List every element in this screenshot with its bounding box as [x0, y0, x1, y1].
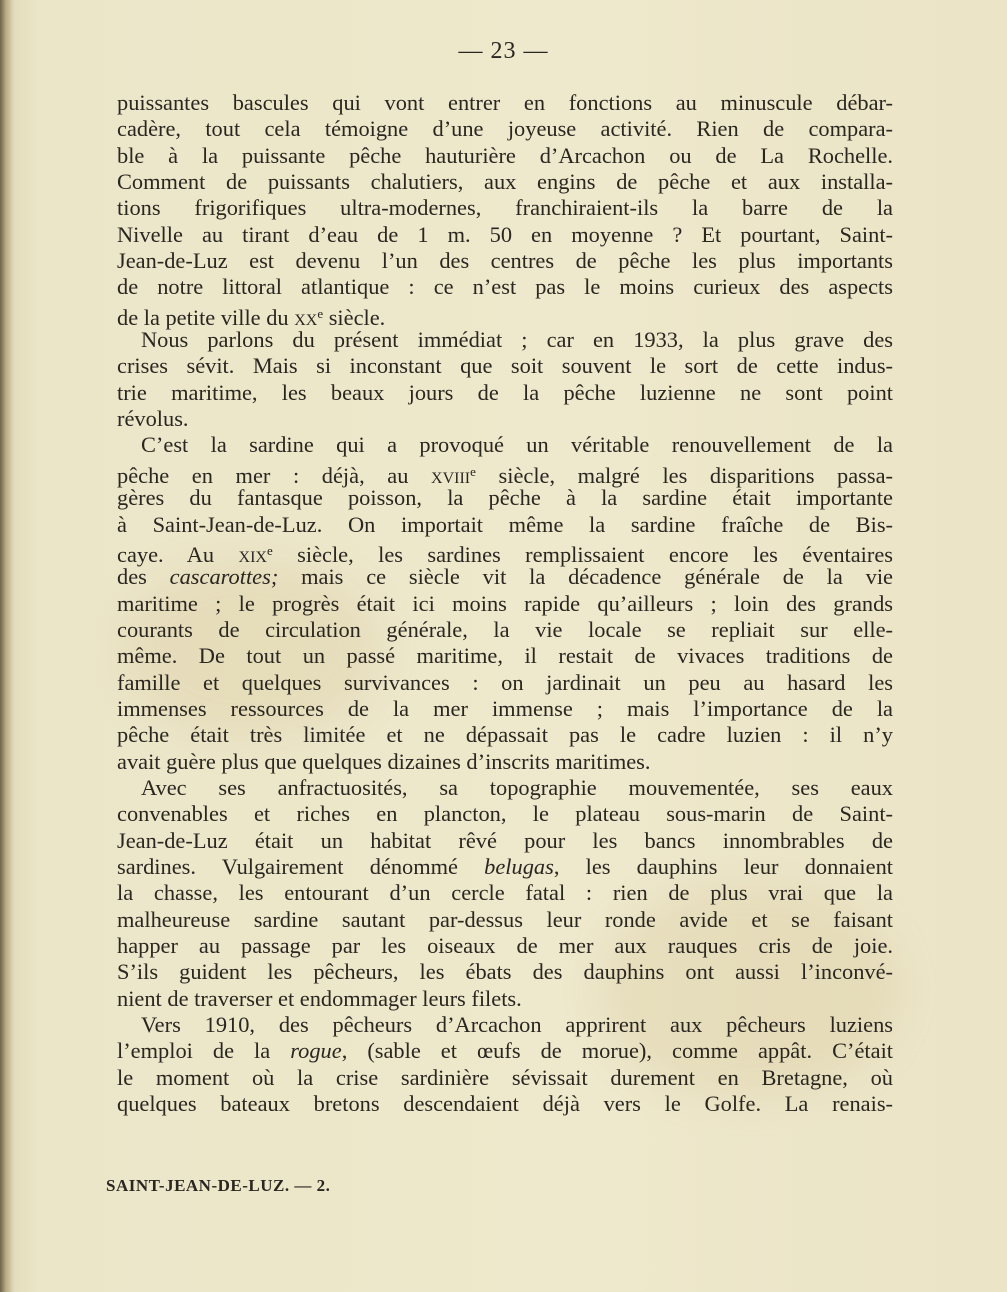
- italic-term: cascarottes;: [169, 564, 279, 590]
- text-segment: siècle, les sardines remplissaient encore les éventaires: [272, 541, 893, 567]
- text-line: la chasse, les entourant d’un cercle fatal : rien de plus vrai que la: [117, 880, 893, 906]
- text-line: courants de circulation générale, la vie locale se repliait sur elle-: [117, 616, 893, 642]
- text-line: malheureuse sardine sautant par-dessus leur ronde avide et se faisant: [117, 906, 893, 932]
- text-line: S’ils guident les pêcheurs, les ébats des dauphins ont aussi l’inconvé-: [117, 959, 893, 985]
- text-line: convenables et riches en plancton, le plateau sous-marin de Saint-: [117, 801, 893, 827]
- text-line: tions frigorifiques ultra-modernes, franchiraient-ils la barre de la: [117, 195, 893, 221]
- text-line: [117, 538, 893, 567]
- text-line: Nous parlons du présent immédiat ; car en 1933, la plus grave des: [141, 327, 893, 353]
- text-segment: l’emploi de la: [117, 1038, 291, 1064]
- text-line: crises sévit. Mais si inconstant que soit souvent le sort de cette indus-: [117, 353, 893, 379]
- text-line: Comment de puissants chalutiers, aux engins de pêche et aux installa-: [117, 169, 893, 195]
- page-number: — 23 —: [458, 38, 549, 64]
- text-line: [117, 1038, 893, 1064]
- text-line: famille et quelques survivances : on jardinait un peu au hasard les: [117, 669, 893, 695]
- text-line: ble à la puissante pêche hauturière d’Arcachon ou de La Rochelle.: [117, 142, 893, 168]
- text-line: trie maritime, les beaux jours de la pêche luzienne ne sont point: [117, 379, 893, 405]
- text-line: le moment où la crise sardinière sévissait durement en Bretagne, où: [117, 1064, 893, 1090]
- text-segment: sardines. Vulgairement dénommé: [117, 853, 485, 879]
- text-line: Nivelle au tirant d’eau de 1 m. 50 en moyenne ? Et pourtant, Saint-: [117, 221, 893, 247]
- text-line: nient de traverser et endommager leurs filets.: [117, 985, 522, 1011]
- text-line: à Saint-Jean-de-Luz. On importait même la sardine fraîche de Bis-: [117, 511, 893, 537]
- italic-term: belugas: [484, 853, 554, 879]
- text-line: avait guère plus que quelques dizaines d’inscrits maritimes.: [117, 748, 651, 774]
- signature-footer: SAINT-JEAN-DE-LUZ. — 2.: [106, 1176, 331, 1195]
- text-segment: des: [117, 564, 170, 590]
- century-numeral: xviii: [431, 462, 471, 488]
- text-segment: , (sable et œufs de morue), comme appât. C’était: [341, 1038, 894, 1064]
- text-line: C’est la sardine qui a provoqué un véritable renouvellement de la: [141, 432, 893, 458]
- century-numeral: xx: [294, 304, 318, 330]
- text-line: [117, 854, 893, 880]
- text-segment: mais ce siècle vit la décadence générale de la vie: [278, 564, 893, 590]
- text-line: Jean-de-Luz est devenu l’un des centres de pêche les plus importants: [117, 248, 893, 274]
- text-line: happer au passage par les oiseaux de mer aux rauques cris de joie.: [117, 933, 893, 958]
- text-segment: pêche en mer : déjà, au: [117, 462, 432, 488]
- century-numeral: e: [470, 463, 476, 479]
- text-line: Jean-de-Luz était un habitat rêvé pour les bancs innombrables de: [117, 827, 893, 853]
- text-line: Avec ses anfractuosités, sa topographie mouvementée, ses eaux: [141, 774, 893, 800]
- text-line: [117, 459, 893, 488]
- paragraph: [117, 90, 893, 330]
- body-text: [117, 90, 893, 1117]
- century-numeral: e: [317, 305, 324, 321]
- text-line: [117, 564, 893, 590]
- text-line: Vers 1910, des pêcheurs d’Arcachon apprirent aux pêcheurs luziens: [141, 1012, 893, 1038]
- text-segment: , les dauphins leur donnaient: [553, 853, 893, 879]
- paragraph: [117, 327, 893, 432]
- text-line: cadère, tout cela témoigne d’une joyeuse activité. Rien de compara-: [117, 116, 893, 142]
- italic-term: rogue: [290, 1038, 342, 1064]
- text-segment: siècle.: [323, 304, 386, 330]
- text-line: révolus.: [117, 406, 189, 432]
- text-line: maritime ; le progrès était ici moins rapide qu’ailleurs ; loin des grands: [117, 590, 893, 616]
- paragraph: [117, 1012, 893, 1117]
- paragraph: [117, 775, 893, 1012]
- text-line: quelques bateaux bretons descendaient déjà vers le Golfe. La renais-: [117, 1091, 893, 1117]
- text-line: puissantes bascules qui vont entrer en fonctions au minuscule débar-: [117, 90, 893, 115]
- century-numeral: xix: [238, 541, 267, 567]
- text-segment: de la petite ville du: [117, 304, 295, 330]
- text-line: même. De tout un passé maritime, il restait de vivaces traditions de: [117, 643, 893, 669]
- text-line: [117, 301, 893, 330]
- paragraph: [117, 432, 893, 774]
- century-numeral: e: [266, 542, 273, 558]
- text-line: gères du fantasque poisson, la pêche à la sardine était importante: [117, 485, 893, 511]
- text-segment: caye. Au: [117, 541, 239, 567]
- text-line: immenses ressources de la mer immense ; mais l’importance de la: [117, 695, 893, 721]
- text-segment: siècle, malgré les disparitions passa-: [475, 462, 893, 488]
- text-line: pêche était très limitée et ne dépassait pas le cadre luzien : il n’y: [117, 722, 893, 748]
- text-line: de notre littoral atlantique : ce n’est pas le moins curieux des aspects: [117, 274, 893, 300]
